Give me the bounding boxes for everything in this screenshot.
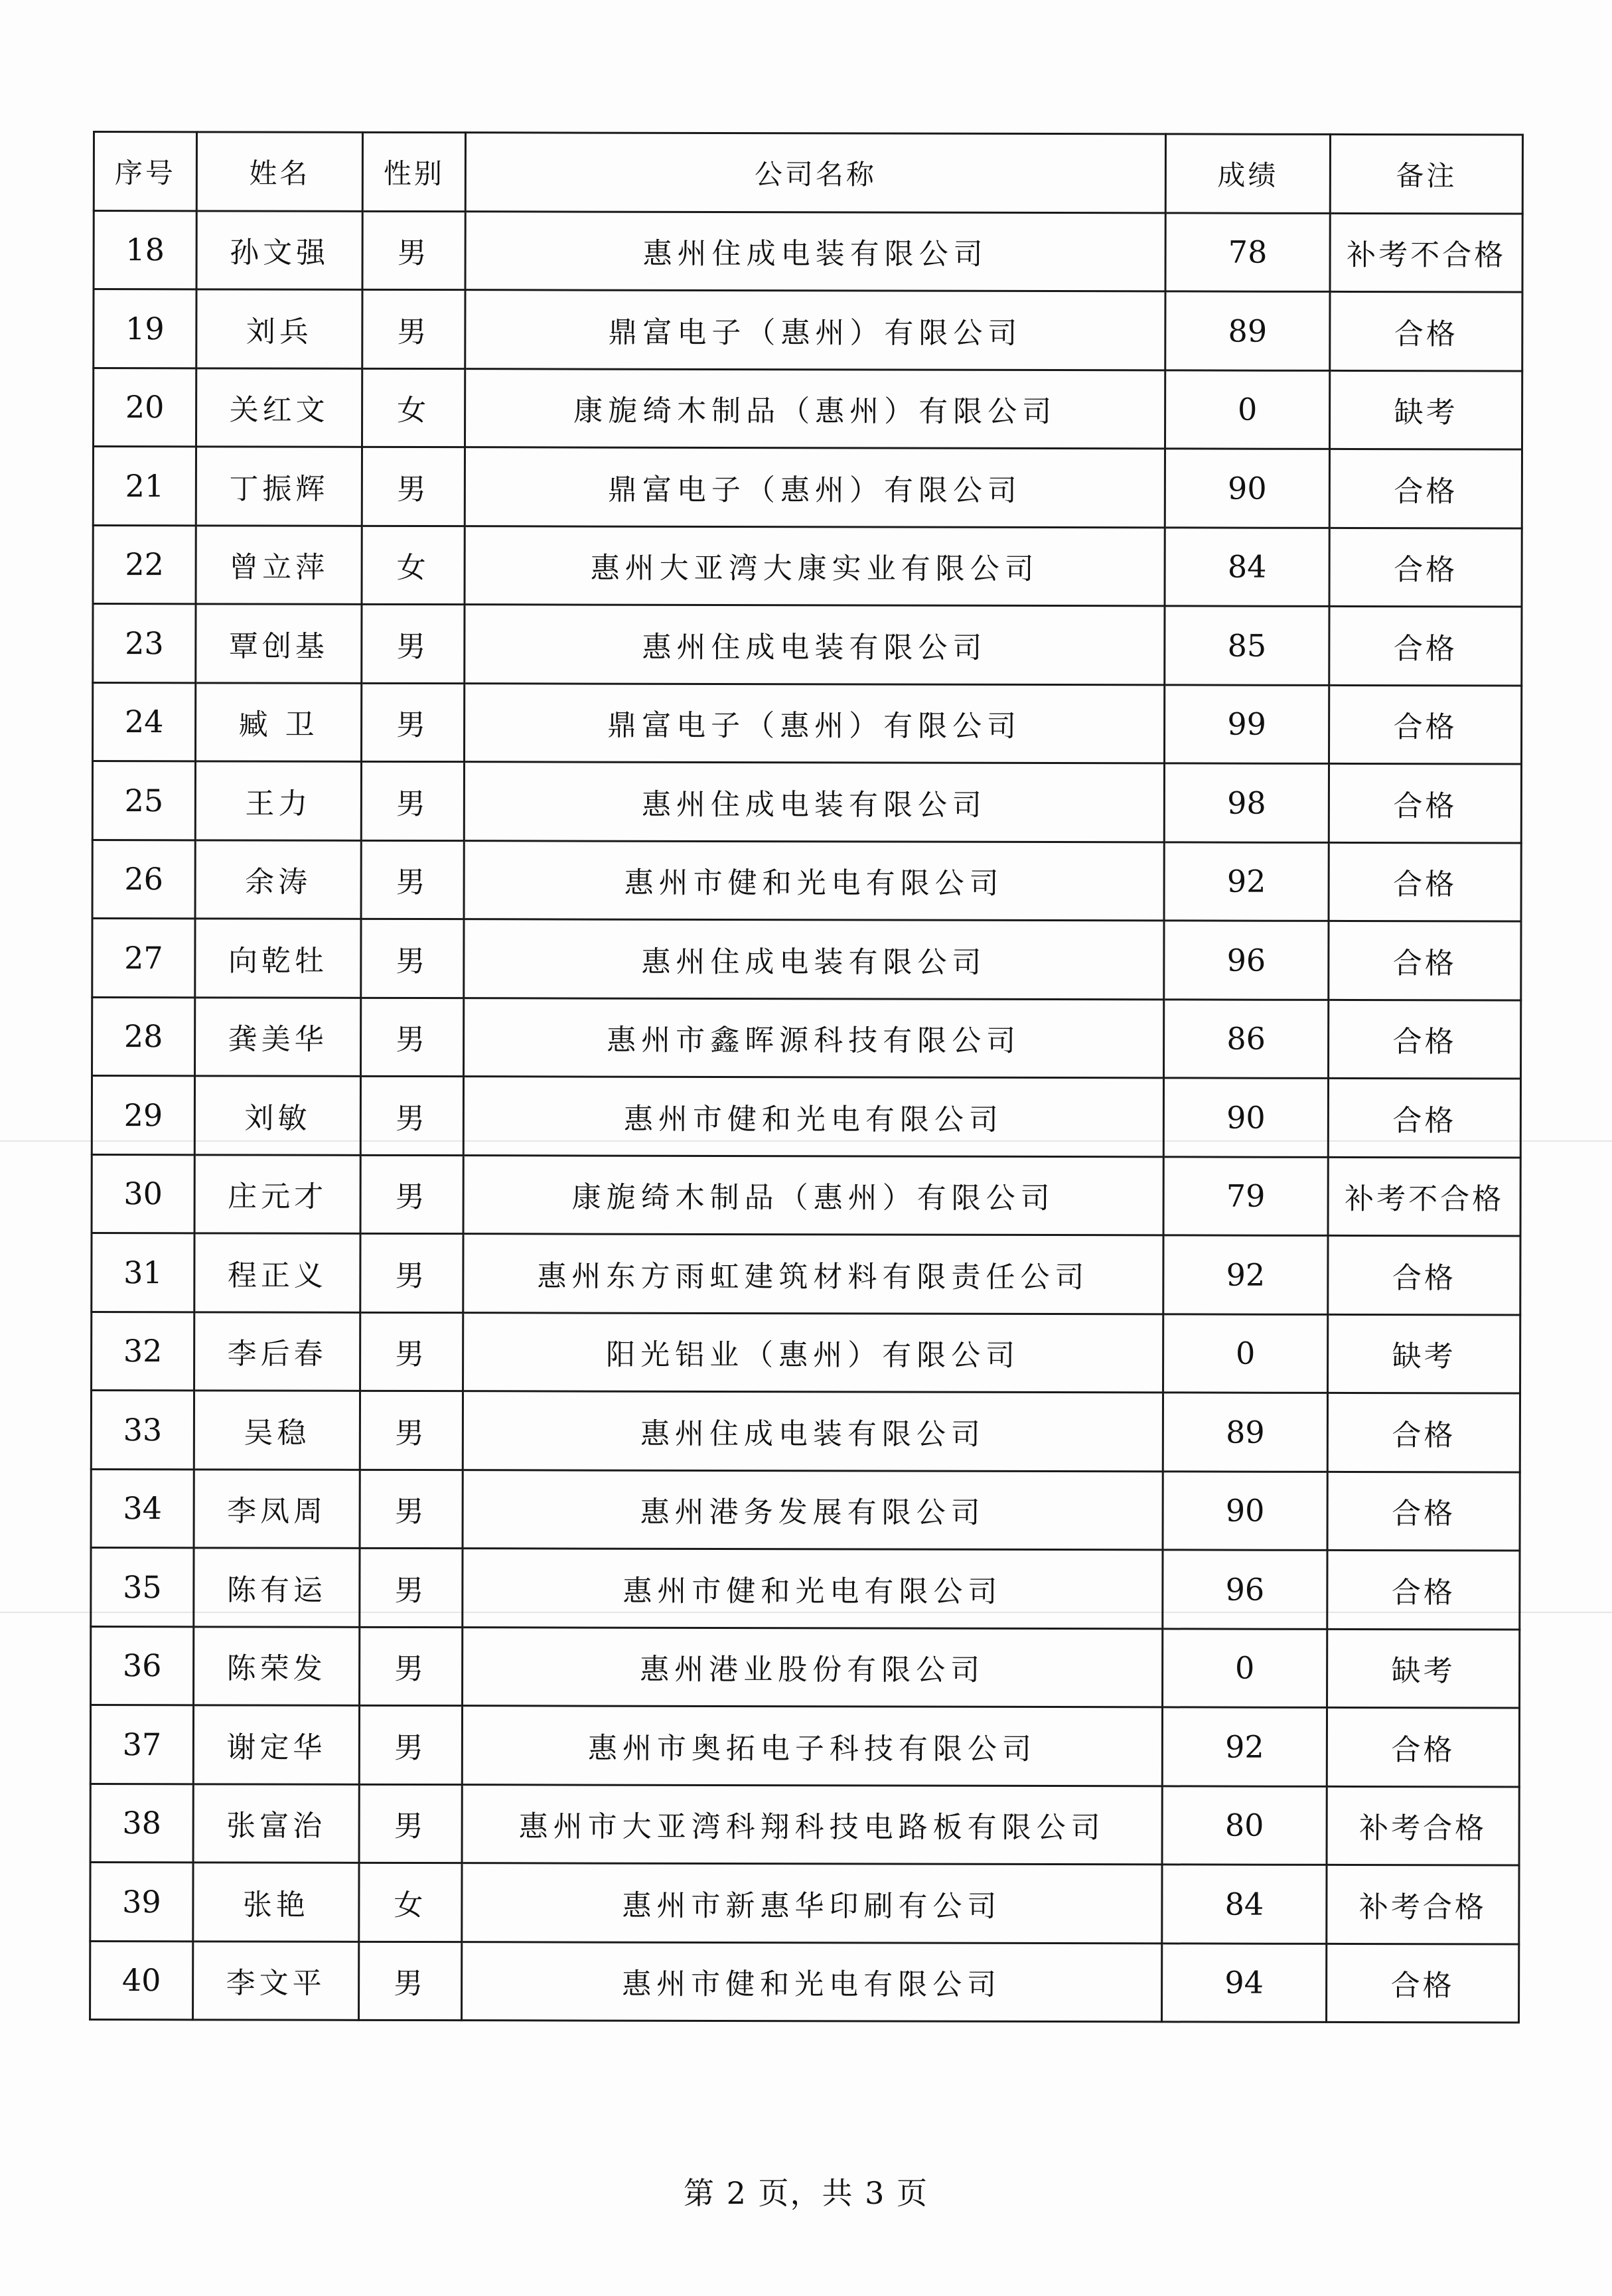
cell-name: 张富治 bbox=[193, 1784, 359, 1863]
cell-score: 96 bbox=[1164, 921, 1329, 1000]
cell-remarks: 合格 bbox=[1327, 1944, 1519, 2023]
exam-results-table bbox=[89, 131, 1524, 2024]
cell-company-name: 惠州住成电装有限公司 bbox=[464, 762, 1164, 842]
cell-name: 曾立萍 bbox=[196, 525, 362, 604]
cell-serial-number: 26 bbox=[92, 840, 195, 919]
cell-company-name: 惠州大亚湾大康实业有限公司 bbox=[465, 526, 1165, 606]
cell-sex: 男 bbox=[360, 1470, 463, 1549]
cell-serial-number: 19 bbox=[94, 289, 196, 368]
cell-remarks: 合格 bbox=[1327, 1707, 1519, 1786]
cell-name: 关红文 bbox=[196, 368, 362, 447]
table-row bbox=[93, 682, 1522, 764]
cell-name: 庄元才 bbox=[194, 1154, 360, 1233]
table-row bbox=[92, 919, 1521, 1000]
table-row bbox=[92, 1312, 1520, 1393]
table-row bbox=[93, 447, 1522, 528]
cell-name: 刘敏 bbox=[194, 1076, 360, 1155]
cell-company-name: 惠州市大亚湾科翔科技电路板有限公司 bbox=[462, 1784, 1162, 1865]
cell-score: 89 bbox=[1163, 1393, 1327, 1472]
cell-remarks: 补考合格 bbox=[1327, 1786, 1519, 1865]
cell-company-name: 鼎富电子（惠州）有限公司 bbox=[465, 447, 1165, 528]
cell-company-name: 惠州东方雨虹建筑材料有限责任公司 bbox=[463, 1234, 1163, 1314]
table-body bbox=[90, 210, 1523, 2023]
cell-sex: 男 bbox=[360, 1391, 463, 1470]
cell-remarks: 缺考 bbox=[1330, 370, 1522, 449]
cell-serial-number: 22 bbox=[93, 525, 196, 604]
cell-score: 98 bbox=[1164, 763, 1329, 842]
cell-score: 78 bbox=[1165, 212, 1330, 291]
cell-serial-number: 40 bbox=[90, 1941, 193, 2020]
cell-sex: 男 bbox=[360, 1076, 463, 1155]
cell-score: 80 bbox=[1162, 1786, 1327, 1865]
cell-serial-number: 34 bbox=[91, 1469, 194, 1548]
cell-remarks: 补考合格 bbox=[1327, 1865, 1519, 1944]
cell-remarks: 合格 bbox=[1329, 763, 1521, 842]
cell-company-name: 惠州住成电装有限公司 bbox=[463, 1391, 1163, 1472]
cell-sex: 男 bbox=[362, 683, 465, 762]
cell-score: 90 bbox=[1165, 449, 1329, 528]
cell-score: 84 bbox=[1165, 527, 1329, 606]
cell-name: 余涛 bbox=[195, 840, 361, 919]
table-row bbox=[90, 1784, 1519, 1865]
cell-serial-number: 24 bbox=[93, 682, 196, 761]
cell-serial-number: 18 bbox=[94, 210, 196, 289]
table-row bbox=[94, 289, 1522, 371]
cell-remarks: 合格 bbox=[1328, 1078, 1520, 1157]
header-serial-number: 序号 bbox=[94, 132, 196, 211]
cell-sex: 女 bbox=[362, 368, 465, 447]
cell-sex: 男 bbox=[360, 1548, 463, 1627]
cell-remarks: 合格 bbox=[1329, 606, 1522, 685]
cell-company-name: 康旎绮木制品（惠州）有限公司 bbox=[463, 1155, 1163, 1235]
cell-company-name: 惠州市新惠华印刷有公司 bbox=[462, 1863, 1162, 1944]
cell-serial-number: 36 bbox=[91, 1626, 194, 1705]
cell-score: 84 bbox=[1162, 1865, 1327, 1944]
cell-score: 79 bbox=[1163, 1156, 1328, 1235]
cell-serial-number: 37 bbox=[90, 1705, 193, 1784]
cell-company-name: 惠州住成电装有限公司 bbox=[464, 919, 1164, 1000]
cell-company-name: 惠州市健和光电有限公司 bbox=[463, 1077, 1163, 1157]
cell-sex: 男 bbox=[362, 447, 465, 526]
cell-company-name: 惠州住成电装有限公司 bbox=[465, 211, 1165, 291]
table-row bbox=[91, 1390, 1520, 1472]
table-row bbox=[92, 1233, 1520, 1314]
cell-remarks: 合格 bbox=[1327, 1472, 1520, 1551]
cell-score: 92 bbox=[1163, 1235, 1328, 1314]
cell-serial-number: 29 bbox=[92, 1076, 194, 1155]
cell-serial-number: 31 bbox=[92, 1233, 194, 1312]
table-row bbox=[91, 1547, 1520, 1629]
cell-score: 89 bbox=[1165, 291, 1330, 370]
cell-company-name: 阳光铝业（惠州）有限公司 bbox=[463, 1312, 1163, 1393]
cell-sex: 男 bbox=[359, 1942, 462, 2021]
header-name: 姓名 bbox=[196, 132, 362, 211]
cell-sex: 男 bbox=[362, 604, 465, 683]
cell-company-name: 惠州市健和光电有限公司 bbox=[462, 1942, 1162, 2022]
cell-sex: 男 bbox=[359, 1705, 462, 1784]
header-company-name: 公司名称 bbox=[465, 133, 1165, 213]
cell-name: 覃创基 bbox=[196, 604, 362, 683]
cell-serial-number: 21 bbox=[93, 447, 196, 526]
cell-remarks: 补考不合格 bbox=[1328, 1157, 1520, 1236]
cell-company-name: 惠州市鑫晖源科技有限公司 bbox=[464, 998, 1164, 1078]
table-row bbox=[92, 840, 1521, 921]
cell-score: 0 bbox=[1163, 1628, 1327, 1707]
cell-remarks: 合格 bbox=[1327, 1393, 1520, 1472]
table-row bbox=[92, 997, 1521, 1079]
cell-serial-number: 33 bbox=[91, 1390, 194, 1469]
cell-serial-number: 27 bbox=[92, 919, 195, 998]
cell-score: 96 bbox=[1163, 1550, 1327, 1629]
table-row bbox=[90, 1941, 1519, 2023]
cell-serial-number: 23 bbox=[93, 604, 196, 683]
cell-serial-number: 28 bbox=[92, 997, 195, 1076]
table-row bbox=[93, 525, 1522, 607]
cell-company-name: 鼎富电子（惠州）有限公司 bbox=[465, 683, 1165, 763]
cell-name: 李后春 bbox=[194, 1312, 360, 1391]
cell-remarks: 补考不合格 bbox=[1330, 213, 1522, 292]
table-row bbox=[92, 1076, 1520, 1158]
table-row bbox=[90, 1705, 1519, 1786]
cell-name: 孙文强 bbox=[196, 210, 362, 289]
table-row bbox=[94, 368, 1522, 449]
cell-company-name: 惠州市健和光电有限公司 bbox=[464, 840, 1164, 921]
cell-name: 张艳 bbox=[193, 1863, 359, 1942]
cell-serial-number: 25 bbox=[92, 761, 195, 840]
cell-name: 王力 bbox=[195, 761, 361, 840]
cell-remarks: 合格 bbox=[1329, 528, 1522, 607]
cell-name: 陈荣发 bbox=[194, 1626, 360, 1705]
cell-remarks: 缺考 bbox=[1327, 1629, 1520, 1708]
table-row bbox=[94, 210, 1522, 292]
cell-serial-number: 32 bbox=[92, 1312, 194, 1391]
table-row bbox=[92, 1154, 1520, 1236]
header-remarks: 备注 bbox=[1330, 134, 1522, 213]
cell-remarks: 合格 bbox=[1329, 921, 1521, 1000]
table-row bbox=[92, 761, 1521, 843]
cell-sex: 男 bbox=[360, 1233, 463, 1312]
cell-remarks: 合格 bbox=[1330, 291, 1522, 370]
cell-name: 向乾牡 bbox=[195, 919, 361, 998]
cell-remarks: 合格 bbox=[1329, 1000, 1521, 1079]
table-row bbox=[91, 1626, 1520, 1708]
cell-sex: 男 bbox=[362, 289, 465, 368]
table-row bbox=[90, 1862, 1519, 1944]
cell-score: 86 bbox=[1164, 999, 1329, 1078]
cell-sex: 男 bbox=[362, 211, 465, 290]
cell-remarks: 合格 bbox=[1327, 1550, 1520, 1629]
cell-company-name: 康旎绮木制品（惠州）有限公司 bbox=[465, 368, 1165, 449]
cell-name: 臧 卫 bbox=[196, 682, 362, 761]
cell-score: 85 bbox=[1165, 606, 1329, 685]
cell-name: 陈有运 bbox=[194, 1548, 360, 1627]
cell-sex: 男 bbox=[361, 919, 464, 998]
cell-remarks: 合格 bbox=[1328, 1235, 1520, 1314]
cell-remarks: 合格 bbox=[1329, 842, 1521, 921]
cell-score: 0 bbox=[1165, 370, 1330, 449]
header-sex: 性别 bbox=[362, 132, 465, 211]
cell-name: 刘兵 bbox=[196, 289, 362, 368]
cell-company-name: 惠州住成电装有限公司 bbox=[465, 605, 1165, 685]
cell-score: 99 bbox=[1165, 684, 1329, 763]
table-row bbox=[93, 604, 1522, 686]
cell-sex: 男 bbox=[360, 1627, 463, 1706]
cell-sex: 男 bbox=[360, 1155, 463, 1234]
cell-score: 90 bbox=[1163, 1471, 1327, 1550]
cell-remarks: 缺考 bbox=[1328, 1314, 1520, 1393]
cell-serial-number: 30 bbox=[92, 1154, 194, 1233]
cell-company-name: 惠州市奥拓电子科技有限公司 bbox=[462, 1706, 1162, 1786]
cell-remarks: 合格 bbox=[1329, 685, 1522, 764]
cell-sex: 女 bbox=[362, 526, 465, 605]
cell-name: 吴稳 bbox=[194, 1391, 360, 1470]
cell-company-name: 惠州港务发展有限公司 bbox=[463, 1470, 1163, 1550]
cell-sex: 女 bbox=[359, 1863, 462, 1942]
cell-sex: 男 bbox=[361, 840, 464, 919]
cell-name: 程正义 bbox=[194, 1233, 360, 1312]
cell-name: 李文平 bbox=[193, 1941, 359, 2020]
page-number: 第 2 页，共 3 页 bbox=[683, 2175, 929, 2211]
cell-score: 92 bbox=[1162, 1707, 1327, 1786]
cell-name: 丁振辉 bbox=[196, 447, 362, 526]
cell-company-name: 惠州市健和光电有限公司 bbox=[463, 1549, 1163, 1629]
cell-remarks: 合格 bbox=[1329, 449, 1522, 528]
cell-company-name: 惠州港业股份有限公司 bbox=[463, 1627, 1163, 1707]
cell-serial-number: 20 bbox=[94, 368, 196, 447]
cell-sex: 男 bbox=[361, 761, 464, 840]
table-row bbox=[91, 1469, 1520, 1551]
cell-serial-number: 35 bbox=[91, 1547, 194, 1626]
cell-score: 0 bbox=[1163, 1314, 1328, 1393]
table-header-row bbox=[94, 132, 1522, 214]
cell-score: 94 bbox=[1162, 1943, 1327, 2022]
cell-name: 李凤周 bbox=[194, 1469, 360, 1548]
cell-score: 92 bbox=[1164, 842, 1329, 921]
cell-serial-number: 39 bbox=[90, 1862, 193, 1941]
header-score: 成绩 bbox=[1165, 134, 1330, 213]
cell-sex: 男 bbox=[360, 1312, 463, 1391]
cell-company-name: 鼎富电子（惠州）有限公司 bbox=[465, 290, 1165, 370]
cell-score: 90 bbox=[1163, 1078, 1328, 1157]
cell-sex: 男 bbox=[359, 1784, 462, 1863]
cell-name: 龚美华 bbox=[195, 997, 361, 1076]
cell-sex: 男 bbox=[361, 998, 464, 1077]
cell-name: 谢定华 bbox=[193, 1705, 359, 1784]
cell-serial-number: 38 bbox=[90, 1784, 193, 1863]
